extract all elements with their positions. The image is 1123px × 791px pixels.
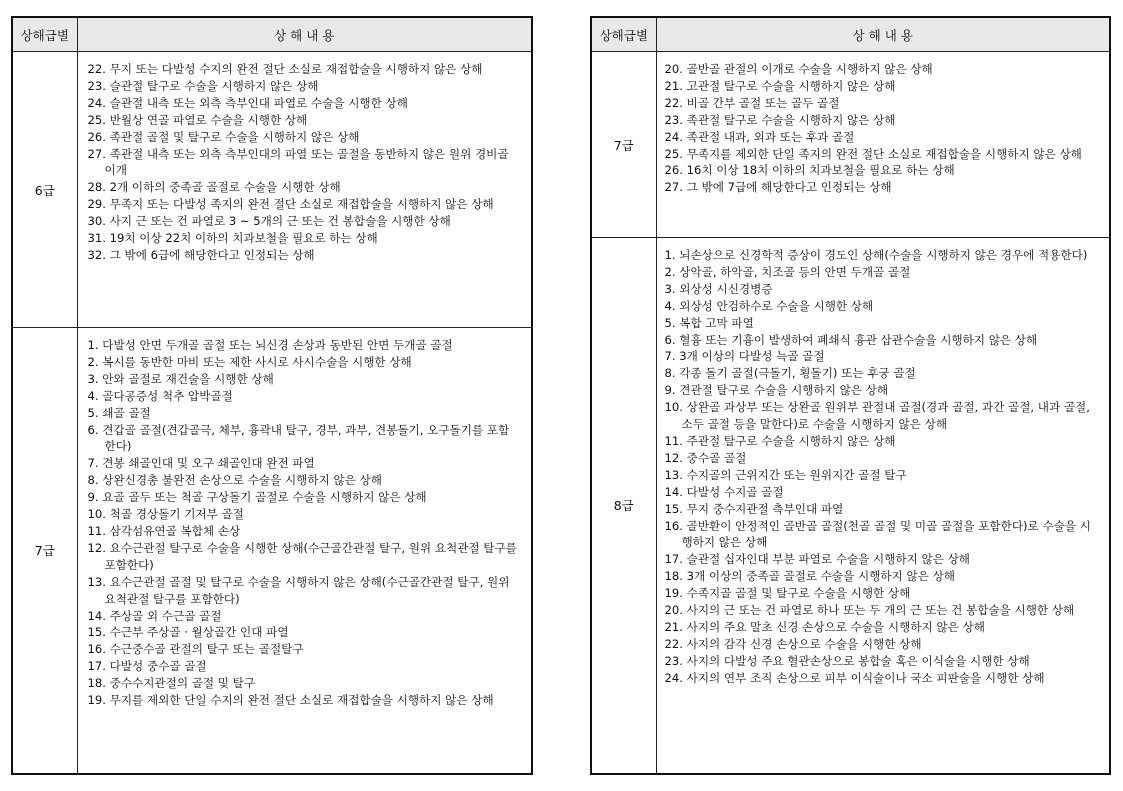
injury-item: 23. 사지의 다발성 주요 혈관손상으로 봉합술 혹은 이식술을 시행한 상해 [664,653,1030,668]
injury-item: 27. 족관절 내측 또는 외측 측부인대의 파열 또는 골절을 동반하지 않은 원위 경비골 이개 [87,146,509,178]
injury-item: 19. 무지를 제외한 단일 수지의 완전 절단 소실로 재접합술을 시행하지 않은 상해 [87,693,494,708]
injury-item: 17. 다발성 중수골 골절 [87,659,207,674]
injury-list [78,52,532,264]
injury-item: 30. 사지 근 또는 건 파열로 3 ~ 5개의 근 또는 건 봉합술을 시행한 상해 [87,214,451,229]
injury-item: 22. 비골 간부 골절 또는 골두 골절 [664,95,840,110]
injury-item: 19. 수족지골 골절 및 탈구로 수술을 시행한 상해 [664,586,911,601]
injury-list [657,52,1110,196]
injury-item: 6. 혈흉 또는 기흉이 발생하여 폐쇄식 흉관 삽관수술을 시행하지 않은 상해 [664,332,1038,347]
injury-item: 22. 사지의 감각 신경 손상으로 수술을 시행한 상해 [664,636,922,651]
injury-item: 28. 2개 이하의 중족골 골절로 수술을 시행한 상해 [87,180,341,195]
injury-item: 24. 슬관절 내측 또는 외측 측부인대 파열로 수술을 시행한 상해 [87,95,408,110]
content-cell [77,328,532,774]
injury-item: 12. 요수근관절 탈구로 수술을 시행한 상해(수근골간관절 탈구, 원위 요척관절 탈구를 포함한다) [87,540,517,572]
injury-item: 2. 상악골, 하악골, 치조골 등의 안면 두개골 골절 [664,264,911,279]
injury-item: 20. 사지의 근 또는 건 파열로 하나 또는 두 개의 근 또는 건 봉합술을 시행한 상해 [664,603,1075,618]
injury-item: 24. 족관절 내과, 외과 또는 후과 골절 [664,129,855,144]
injury-item: 23. 족관절 탈구로 수술을 시행하지 않은 상해 [664,112,896,127]
injury-item: 21. 사지의 주요 말초 신경 손상으로 수술을 시행하지 않은 상해 [664,619,985,634]
injury-item: 11. 주관절 탈구로 수술을 시행하지 않은 상해 [664,433,896,448]
injury-item: 27. 그 밖에 7급에 해당한다고 인정되는 상해 [664,180,892,195]
injury-item: 1. 뇌손상으로 신경학적 증상이 경도인 상해(수술을 시행하지 않은 경우에 적용한다) [664,248,1088,262]
injury-item: 13. 수지골의 근위지간 또는 원위지간 골절 탈구 [664,467,907,482]
injury-item: 16. 골반환이 안정적인 골반골 골절(천골 골절 및 미골 골절을 포함한다)로 수술을 시행하지 않은 상해 [664,518,1091,550]
injury-item: 7. 견봉 쇄골인대 및 오구 쇄골인대 완전 파열 [87,456,315,471]
injury-item: 17. 슬관절 십자인대 부분 파열로 수술을 시행하지 않은 상해 [664,552,971,567]
content-cell [656,238,1110,774]
injury-item: 2. 복시를 동반한 마비 또는 제한 사시로 사시수술을 시행한 상해 [87,354,412,369]
injury-item: 21. 고관절 탈구로 수술을 시행하지 않은 상해 [664,78,896,93]
table-header-row [591,17,1110,52]
table-row [12,328,532,774]
injury-item: 15. 수근부 주상골 · 월상골간 인대 파열 [87,625,289,640]
injury-item: 25. 반월상 연골 파열로 수술을 시행한 상해 [87,112,308,127]
table-row [591,52,1110,238]
injury-item: 23. 슬관절 탈구로 수술을 시행하지 않은 상해 [87,78,319,93]
content-cell [656,52,1110,238]
injury-item: 26. 족관절 골절 및 탈구로 수술을 시행하지 않은 상해 [87,129,360,144]
injury-item: 32. 그 밖에 6급에 해당한다고 인정되는 상해 [87,247,315,262]
grade-cell: 7급 [12,328,77,774]
injury-item: 5. 쇄골 골절 [87,405,151,420]
injury-list [78,328,532,709]
injury-item: 6. 견갑골 골절(견갑골극, 체부, 흉곽내 탈구, 경부, 과부, 견봉돌기, 오구돌기를 포함한다) [87,422,510,454]
injury-item: 9. 요골 골두 또는 척골 구상돌기 골절로 수술을 시행하지 않은 상해 [87,490,427,505]
content-cell [77,52,532,328]
injury-item: 14. 다발성 수지골 골절 [664,484,784,499]
injury-grade-table-right [590,16,1111,775]
injury-item: 22. 무지 또는 다발성 수지의 완전 절단 소실로 재접합술을 시행하지 않은 상해 [87,62,483,76]
injury-item: 9. 견관절 탈구로 수술을 시행하지 않은 상해 [664,383,889,398]
table-header-row [12,17,532,52]
injury-item: 4. 골다공증성 척추 압박골절 [87,388,233,403]
injury-item: 10. 상완골 과상부 또는 상완골 원위부 관절내 골절(경과 골절, 과간 골절, 내과 골절, 소두 골절 등을 말한다)로 수술을 시행하지 않은 상해 [664,400,1090,432]
injury-item: 18. 중수수지관절의 골절 및 탈구 [87,676,256,691]
injury-item: 20. 골반골 관절의 이개로 수술을 시행하지 않은 상해 [664,62,933,76]
injury-item: 26. 16치 이상 18치 이하의 치과보철을 필요로 하는 상해 [664,163,955,178]
injury-item: 31. 19치 이상 22치 이하의 치과보철을 필요로 하는 상해 [87,231,378,246]
grade-cell: 6급 [12,52,77,328]
content-column-header: 상 해 내 용 [656,17,1110,52]
injury-item: 11. 삼각섬유연골 복합체 손상 [87,523,241,538]
injury-grade-table-left [11,16,533,775]
injury-item: 7. 3개 이상의 다발성 늑골 골절 [664,349,825,364]
table-row [591,238,1110,774]
injury-item: 16. 수근중수골 관절의 탈구 또는 골절탈구 [87,642,304,657]
injury-item: 13. 요수근관절 골절 및 탈구로 수술을 시행하지 않은 상해(수근골간관절 탈구, 원위 요척관절 탈구를 포함한다) [87,574,510,606]
injury-item: 3. 안와 골절로 재건술을 시행한 상해 [87,371,274,386]
injury-item: 8. 각종 돌기 골절(극돌기, 횡돌기) 또는 후궁 골절 [664,366,916,381]
injury-item: 5. 복합 고막 파열 [664,315,754,330]
injury-item: 4. 외상성 안검하수로 수술을 시행한 상해 [664,298,874,313]
injury-item: 14. 주상골 외 수근골 골절 [87,608,222,623]
grade-cell: 8급 [591,238,656,774]
injury-list [657,238,1110,687]
injury-item: 10. 척골 경상돌기 기저부 골절 [87,507,244,522]
injury-item: 25. 무족지를 제외한 단일 족지의 완전 절단 소실로 재접합술을 시행하지 않은 상해 [664,146,1082,161]
injury-item: 12. 중수골 골절 [664,450,747,465]
injury-item: 24. 사지의 연부 조직 손상으로 피부 이식술이나 국소 피판술을 시행한 상해 [664,670,1045,685]
grade-column-header: 상해급별 [12,17,77,52]
injury-item: 1. 다발성 안면 두개골 골절 또는 뇌신경 손상과 동반된 안면 두개골 골절 [87,338,453,352]
injury-item: 8. 상완신경총 불완전 손상으로 수술을 시행하지 않은 상해 [87,473,382,488]
injury-item: 29. 무족지 또는 다발성 족지의 완전 절단 소실로 재접합술을 시행하지 않은 상해 [87,197,494,212]
content-column-header: 상 해 내 용 [77,17,532,52]
table-row [12,52,532,328]
grade-column-header: 상해급별 [591,17,656,52]
injury-item: 3. 외상성 시신경병증 [664,281,773,296]
grade-cell: 7급 [591,52,656,238]
injury-item: 15. 무지 중수지관절 측부인대 파열 [664,501,844,516]
injury-item: 18. 3개 이상의 중족골 골절로 수술을 시행하지 않은 상해 [664,569,955,584]
